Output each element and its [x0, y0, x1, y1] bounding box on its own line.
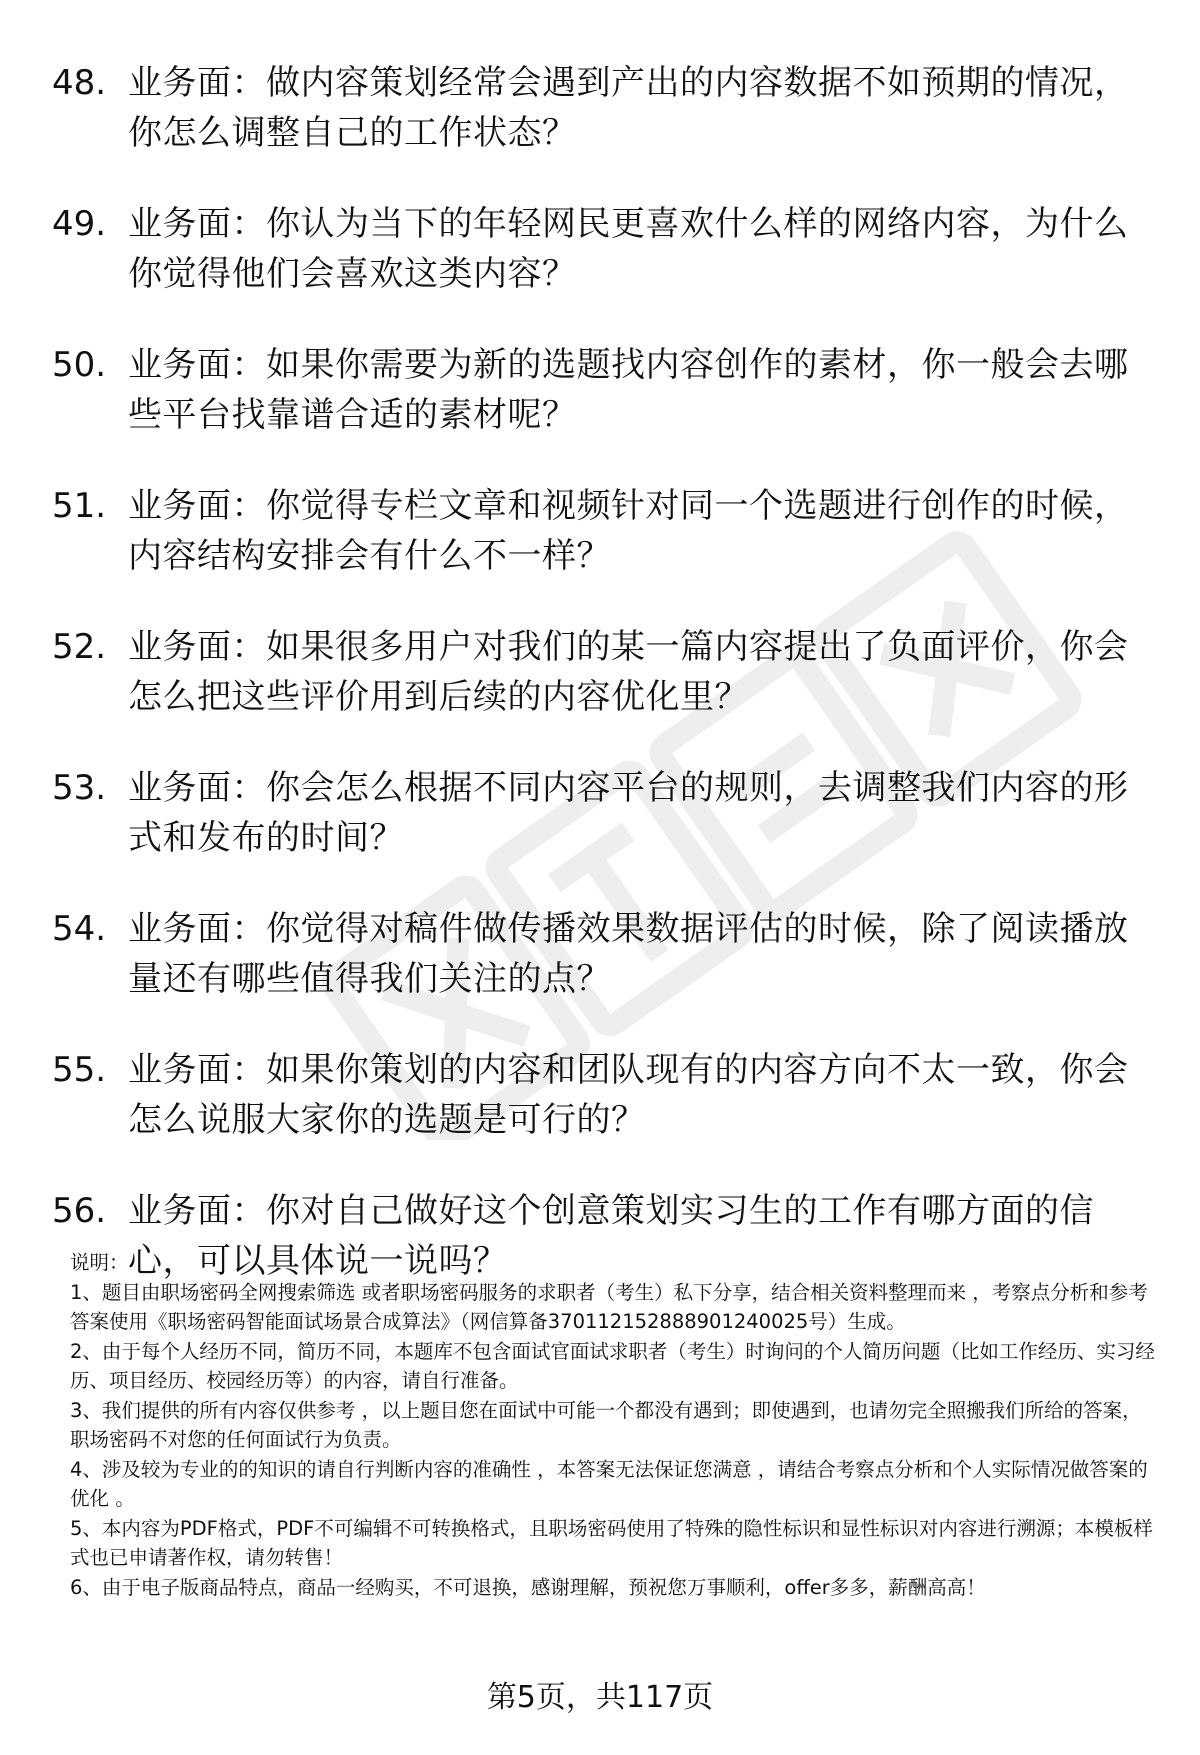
question-number: 55. [52, 1050, 107, 1090]
notes-heading: 说明： [70, 1251, 129, 1274]
question-text: 你觉得专栏文章和视频针对同一个选题进行创作的时候，内容结构安排会有什么不一样？ [128, 486, 1129, 576]
question-number: 48. [52, 63, 107, 103]
question-text: 你会怎么根据不同内容平台的规则，去调整我们内容的形式和发布的时间？ [128, 768, 1129, 858]
question-category: 业务面： [128, 1050, 266, 1090]
question-number: 49. [52, 204, 107, 244]
question-item [52, 622, 1162, 722]
question-item [52, 58, 1162, 158]
question-body [128, 622, 1162, 722]
question-number: 53. [52, 768, 107, 808]
question-text: 你认为当下的年轻网民更喜欢什么样的网络内容，为什么你觉得他们会喜欢这类内容？ [128, 204, 1129, 294]
question-body [128, 481, 1162, 581]
question-body [128, 58, 1162, 158]
question-category: 业务面： [128, 204, 266, 244]
note-item: 1、题目由职场密码全网搜索筛选 或者职场密码服务的求职者（考生）私下分享，结合相关资料整理而来 ，考察点分析和参考答案使用《职场密码智能面试场景合成算法》（网信算备370112152888901240025号）生成。 [70, 1280, 1148, 1333]
question-text: 如果很多用户对我们的某一篇内容提出了负面评价，你会怎么把这些评价用到后续的内容优化里？ [128, 627, 1129, 717]
question-body [128, 199, 1162, 299]
note-item: 4、涉及较为专业的的知识的请自行判断内容的准确性 ，本答案无法保证您满意 ，请结合考察点分析和个人实际情况做答案的优化 。 [70, 1457, 1148, 1510]
question-text: 如果你需要为新的选题找内容创作的素材，你一般会去哪些平台找靠谱合适的素材呢？ [128, 345, 1129, 435]
notes-section [70, 1248, 1160, 1602]
question-category: 业务面： [128, 63, 266, 103]
question-body [128, 763, 1162, 863]
question-text: 如果你策划的内容和团队现有的内容方向不太一致，你会怎么说服大家你的选题是可行的？ [128, 1050, 1129, 1140]
question-number: 56. [52, 1191, 107, 1231]
question-body [128, 340, 1162, 440]
question-category: 业务面： [128, 345, 266, 385]
question-number: 52. [52, 627, 107, 667]
question-item [52, 763, 1162, 863]
question-item [52, 199, 1162, 299]
question-list [52, 58, 1162, 1327]
note-item: 6、由于电子版商品特点，商品一经购买，不可退换，感谢理解，预祝您万事顺利，offer多多，薪酬高高！ [70, 1575, 986, 1599]
question-category: 业务面： [128, 1191, 266, 1231]
question-number: 54. [52, 909, 107, 949]
note-item: 5、本内容为PDF格式，PDF不可编辑不可转换格式，且职场密码使用了特殊的隐性标识和显性标识对内容进行溯源；本模板样式也已申请著作权，请勿转售！ [70, 1516, 1153, 1569]
question-item [52, 904, 1162, 1004]
question-body [128, 904, 1162, 1004]
question-text: 你觉得对稿件做传播效果数据评估的时候，除了阅读播放量还有哪些值得我们关注的点？ [128, 909, 1129, 999]
question-text: 你对自己做好这个创意策划实习生的工作有哪方面的信心，可以具体说一说吗？ [128, 1191, 1094, 1281]
question-number: 51. [52, 486, 107, 526]
question-category: 业务面： [128, 486, 266, 526]
question-item [52, 340, 1162, 440]
question-category: 业务面： [128, 909, 266, 949]
question-body [128, 1045, 1162, 1145]
note-item: 2、由于每个人经历不同，简历不同，本题库不包含面试官面试求职者（考生）时询问的个人简历问题（比如工作经历、实习经历、项目经历、校园经历等）的内容，请自行准备。 [70, 1339, 1155, 1392]
question-item [52, 1045, 1162, 1145]
note-item: 3、我们提供的所有内容仅供参考 ，以上题目您在面试中可能一个都没有遇到；即使遇到，也请勿完全照搬我们所给的答案，职场密码不对您的任何面试行为负责。 [70, 1398, 1142, 1451]
question-item [52, 481, 1162, 581]
page-number: 第5页，共117页 [486, 1680, 714, 1715]
question-category: 业务面： [128, 768, 266, 808]
question-category: 业务面： [128, 627, 266, 667]
question-text: 做内容策划经常会遇到产出的内容数据不如预期的情况，你怎么调整自己的工作状态？ [128, 63, 1129, 153]
question-number: 50. [52, 345, 107, 385]
